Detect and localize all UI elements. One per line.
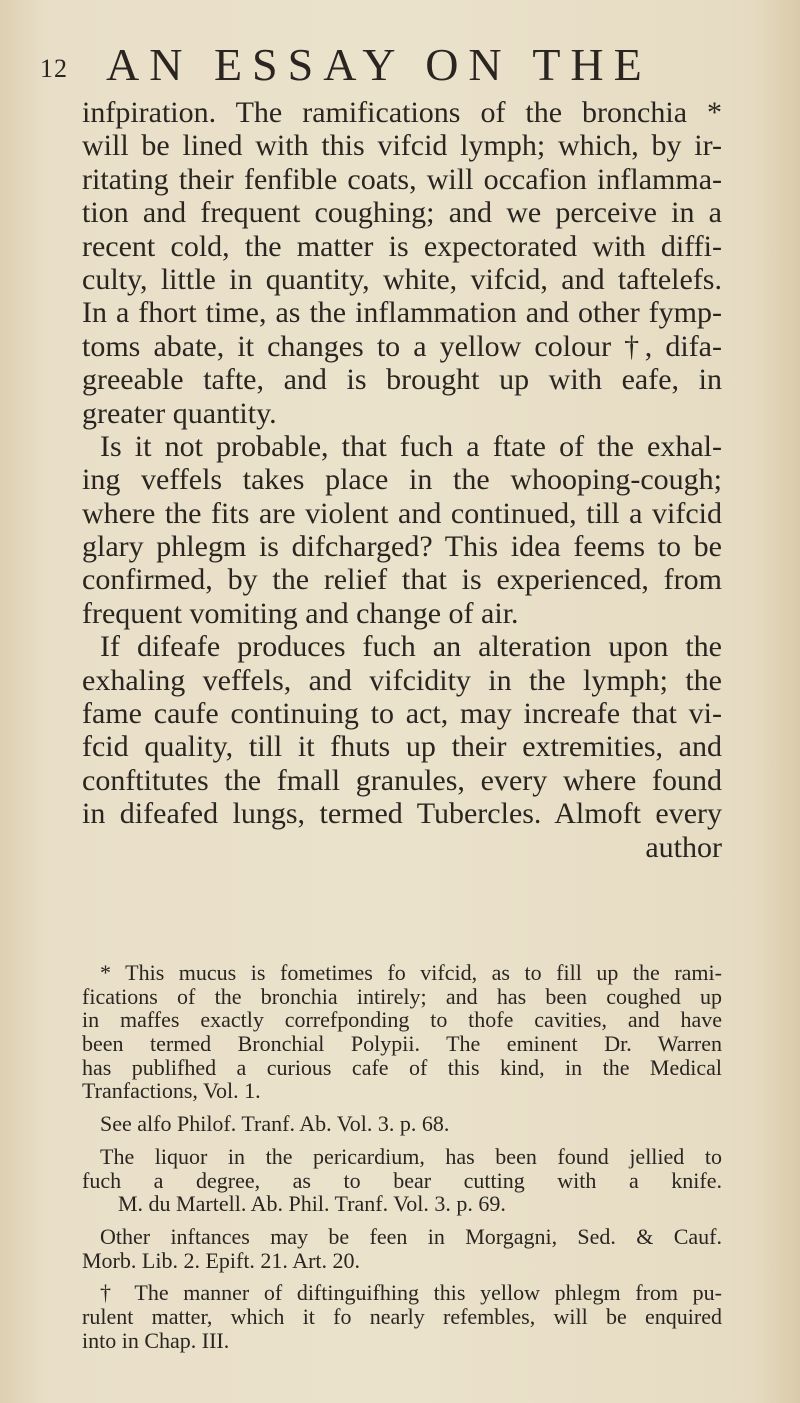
- body-line: ing veffels takes place in the whooping-cough;: [82, 463, 722, 497]
- body-line: frequent vomiting and change of air.: [82, 596, 519, 630]
- body-line: fame caufe continuing to act, may increafe that vi-: [82, 697, 722, 731]
- body-text: [82, 96, 722, 864]
- body-line: author: [645, 830, 722, 864]
- footnote-line: Other inftances may be feen in Morgagni, Sed. & Cauf.: [100, 1223, 722, 1249]
- body-line: where the fits are violent and continued, till a vifcid: [82, 496, 722, 530]
- body-line: toms abate, it changes to a yellow colour †, difa-: [82, 329, 722, 363]
- body-line: In a fhort time, as the inflammation and other fymp-: [82, 296, 722, 330]
- body-line: will be lined with this vifcid lymph; which, by ir-: [82, 129, 722, 163]
- footnote-line: into in Chap. III.: [82, 1327, 230, 1353]
- body-line: ritating their fenfible coats, will occafion inflamma-: [82, 162, 722, 196]
- body-line: greeable tafte, and is brought up with eafe, in: [82, 363, 722, 397]
- body-line: culty, little in quantity, white, vifcid, and taftelefs.: [82, 262, 722, 296]
- footnote-line: rulent matter, which it fo nearly refembles, will be enquired: [82, 1303, 722, 1329]
- footnote-line: Tranfactions, Vol. 1.: [82, 1078, 261, 1104]
- footnote-line: The liquor in the pericardium, has been found jellied to: [100, 1143, 722, 1169]
- body-line: conftitutes the fmall granules, every where found: [82, 763, 722, 797]
- body-line: greater quantity.: [82, 396, 277, 430]
- footnote-line: has publifhed a curious cafe of this kind, in the Medical: [82, 1054, 722, 1080]
- body-line: recent cold, the matter is expectorated with diffi-: [82, 229, 722, 263]
- footnote-line: fuch a degree, as to bear cutting with a knife.: [82, 1167, 722, 1193]
- footnote-line: in maffes exactly correfponding to thofe cavities, and have: [82, 1007, 722, 1033]
- footnote-line: M. du Martell. Ab. Phil. Tranf. Vol. 3. p. 69.: [118, 1191, 506, 1217]
- footnote-line: Morb. Lib. 2. Epift. 21. Art. 20.: [82, 1247, 361, 1273]
- footnotes: [82, 961, 722, 1352]
- page-header: [40, 38, 760, 90]
- footnote-line: fications of the bronchia intirely; and has been coughed up: [82, 983, 722, 1009]
- footnote-line: * This mucus is fometimes fo vifcid, as to fill up the rami-: [100, 960, 722, 985]
- body-line: in difeafed lungs, termed Tubercles. Almoft every: [82, 797, 722, 831]
- page-number: 12: [40, 54, 68, 83]
- footnote-line: been termed Bronchial Polypii. The eminent Dr. Warren: [82, 1031, 722, 1057]
- footnote-line: See alfo Philof. Tranf. Ab. Vol. 3. p. 68.: [100, 1111, 450, 1137]
- body-line: Is it not probable, that fuch a ftate of the exhal-: [100, 429, 722, 463]
- body-line: glary phlegm is difcharged? This idea feems to be: [82, 530, 722, 564]
- body-line: confirmed, by the relief that is experienced, from: [82, 563, 722, 597]
- body-line: If difeafe produces fuch an alteration upon the: [100, 630, 722, 664]
- footnote-line: † The manner of diftinguifhing this yellow phlegm from pu-: [100, 1280, 722, 1306]
- body-line: tion and frequent coughing; and we perceive in a: [82, 196, 722, 230]
- body-line: exhaling veffels, and vifcidity in the lymph; the: [82, 663, 722, 697]
- running-head: AN ESSAY ON THE: [106, 39, 652, 90]
- body-line: infpiration. The ramifications of the bronchia *: [82, 96, 722, 129]
- body-line: fcid quality, till it fhuts up their extremities, and: [82, 730, 722, 764]
